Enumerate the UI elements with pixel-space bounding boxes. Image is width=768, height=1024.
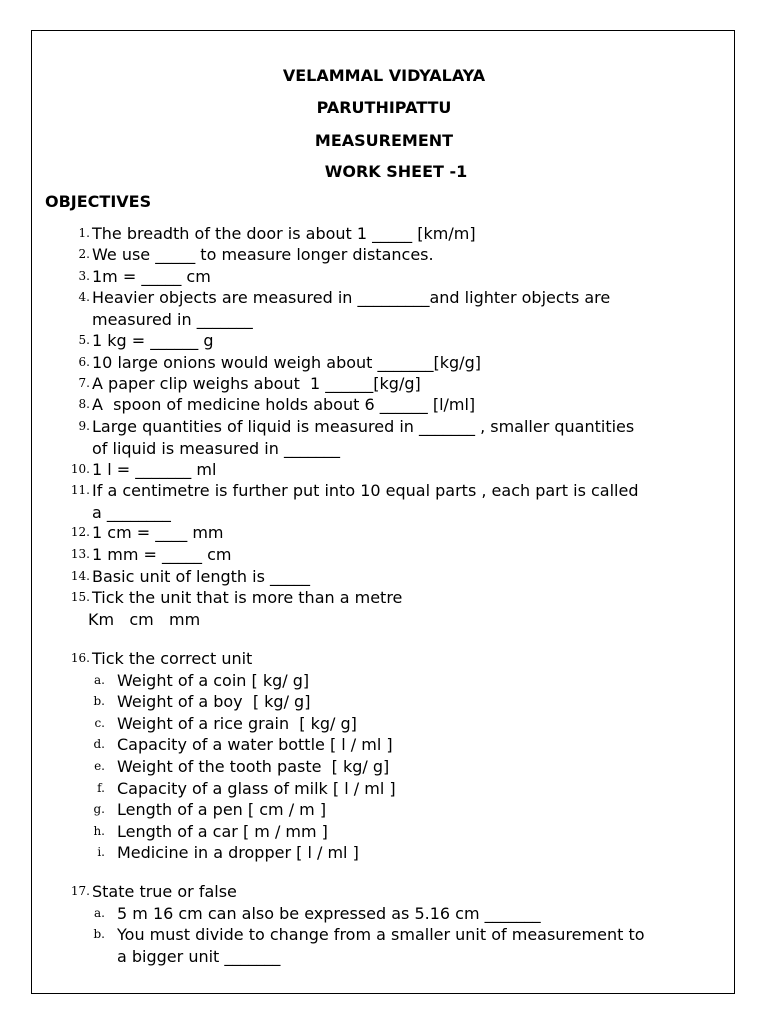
question-number: 17. bbox=[70, 884, 90, 898]
question-text: If a centimetre is further put into 10 equal parts , each part is called bbox=[92, 481, 639, 500]
question-number: 8. bbox=[78, 397, 90, 411]
question-text: We use _____ to measure longer distances. bbox=[92, 245, 434, 264]
subject-title: MEASUREMENT bbox=[314, 131, 454, 150]
question-text: The breadth of the door is about 1 _____ [km/m] bbox=[92, 224, 476, 243]
question-number: 12. bbox=[70, 525, 90, 539]
item-letter: h. bbox=[93, 824, 105, 838]
question-text: 1 l = _______ ml bbox=[92, 460, 217, 479]
question-number: 16. bbox=[70, 651, 90, 665]
question-text: Large quantities of liquid is measured in _______ , smaller quantities bbox=[92, 417, 635, 436]
item-text: 5 m 16 cm can also be expressed as 5.16 cm _______ bbox=[117, 904, 541, 923]
item-text: Weight of a rice grain [ kg/ g] bbox=[117, 714, 357, 733]
item-letter: e. bbox=[94, 759, 105, 773]
question-number: 3. bbox=[78, 269, 90, 283]
question-number: 14. bbox=[70, 569, 90, 583]
worksheet-title: WORK SHEET -1 bbox=[324, 162, 468, 181]
question-number: 6. bbox=[78, 355, 90, 369]
question-text: State true or false bbox=[92, 882, 237, 901]
question-text: 1m = _____ cm bbox=[92, 267, 211, 286]
item-text: Length of a pen [ cm / m ] bbox=[117, 800, 327, 819]
item-text: Weight of a coin [ kg/ g] bbox=[117, 671, 310, 690]
item-letter: b. bbox=[93, 694, 105, 708]
item-text: Weight of a boy [ kg/ g] bbox=[117, 692, 311, 711]
question-text: Tick the unit that is more than a metre bbox=[92, 588, 403, 607]
question-number: 1. bbox=[78, 226, 90, 240]
question-number: 10. bbox=[70, 462, 90, 476]
item-text-continued: a bigger unit _______ bbox=[117, 947, 281, 966]
question-text-continued: measured in _______ bbox=[92, 310, 253, 329]
item-letter: i. bbox=[97, 845, 105, 859]
question-number: 13. bbox=[70, 547, 90, 561]
item-letter: g. bbox=[93, 802, 105, 816]
item-text: Length of a car [ m / mm ] bbox=[117, 822, 328, 841]
question-number: 11. bbox=[70, 483, 90, 497]
item-text: Capacity of a water bottle [ l / ml ] bbox=[117, 735, 393, 754]
question-text: Tick the correct unit bbox=[92, 649, 253, 668]
question-number: 15. bbox=[70, 590, 90, 604]
item-text: Capacity of a glass of milk [ l / ml ] bbox=[117, 779, 396, 798]
item-text: Weight of the tooth paste [ kg/ g] bbox=[117, 757, 390, 776]
question-text-continued: a ________ bbox=[92, 503, 171, 522]
item-text: You must divide to change from a smaller unit of measurement to bbox=[117, 925, 645, 944]
question-number: 7. bbox=[78, 376, 90, 390]
question-number: 4. bbox=[78, 290, 90, 304]
item-letter: f. bbox=[97, 781, 105, 795]
item-letter: c. bbox=[94, 716, 105, 730]
item-letter: b. bbox=[93, 927, 105, 941]
question-text: 10 large onions would weigh about _______[kg/g] bbox=[92, 353, 481, 372]
q15-units: Km cm mm bbox=[88, 610, 201, 629]
item-letter: d. bbox=[93, 737, 105, 751]
question-text: A paper clip weighs about 1 ______[kg/g] bbox=[92, 374, 421, 393]
question-text: 1 mm = _____ cm bbox=[92, 545, 232, 564]
question-text: Basic unit of length is _____ bbox=[92, 567, 310, 586]
question-text: 1 kg = ______ g bbox=[92, 331, 214, 350]
question-number: 2. bbox=[78, 247, 90, 261]
item-letter: a. bbox=[94, 673, 105, 687]
question-text: A spoon of medicine holds about 6 ______ [l/ml] bbox=[92, 395, 476, 414]
question-text: 1 cm = ____ mm bbox=[92, 523, 224, 542]
question-number: 5. bbox=[78, 333, 90, 347]
school-name: VELAMMAL VIDYALAYA bbox=[282, 66, 486, 85]
school-place: PARUTHIPATTU bbox=[316, 98, 452, 117]
section-title: OBJECTIVES bbox=[45, 192, 152, 211]
question-number: 9. bbox=[78, 419, 90, 433]
question-text-continued: of liquid is measured in _______ bbox=[92, 439, 340, 458]
item-text: Medicine in a dropper [ l / ml ] bbox=[117, 843, 359, 862]
question-text: Heavier objects are measured in _________and lighter objects are bbox=[92, 288, 611, 307]
item-letter: a. bbox=[94, 906, 105, 920]
